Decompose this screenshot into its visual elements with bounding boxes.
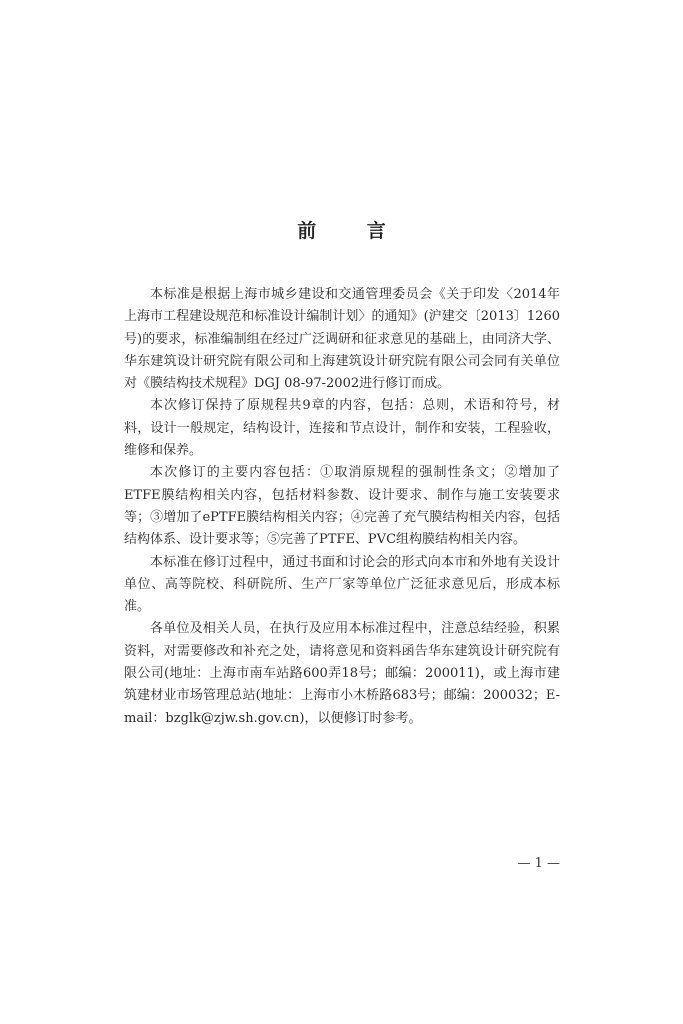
paragraph-main-changes: 本次修订的主要内容包括：①取消原规程的强制性条文；②增加了ETFE膜结构相关内容，包括材料参数、设计要求、制作与施工安装要求等；③增加了ePTFE膜结构相关内容；④完善了充气膜结构相关内容，包括结构体系、设计要求等；⑤完善了PTFE、PVC组构膜结构相关内容。 — [124, 465, 560, 548]
page-title: 前 言 — [297, 220, 408, 242]
page-number: — 1 — — [517, 856, 560, 871]
paragraph-scope: 本次修订保持了原规程共9章的内容，包括：总则，术语和符号，材料，设计一般规定，结构设计，连接和节点设计，制作和安装，工程验收，维修和保养。 — [124, 398, 560, 459]
body-text — [124, 284, 560, 730]
paragraph-consultation: 本标准在修订过程中，通过书面和讨论会的形式向本市和外地有关设计单位、高等院校、科研院所、生产厂家等单位广泛征求意见后，形成本标准。 — [124, 554, 560, 615]
paragraph-feedback: 各单位及相关人员，在执行及应用本标准过程中，注意总结经验，积累资料，对需要修改和补充之处，请将意见和资料函告华东建筑设计研究院有限公司(地址：上海市南车站路600弄18号；邮编：200011)，或上海市建筑建材业市场管理总站(地址：上海市小木桥路683号；邮编：200032；E-mail：bzglk@zjw.sh.gov.cn)，以便修订时参考。 — [124, 621, 560, 726]
paragraph-basis: 本标准是根据上海市城乡建设和交通管理委员会《关于印发〈2014年上海市工程建设规范和标准设计编制计划〉的通知》(沪建交〔2013〕1260号)的要求，标准编制组在经过广泛调研和征求意见的基础上，由同济大学、华东建筑设计研究院有限公司和上海建筑设计研究院有限公司会同有关单位对《膜结构技术规程》DGJ 08-97-2002进行修订而成。 — [124, 287, 560, 392]
